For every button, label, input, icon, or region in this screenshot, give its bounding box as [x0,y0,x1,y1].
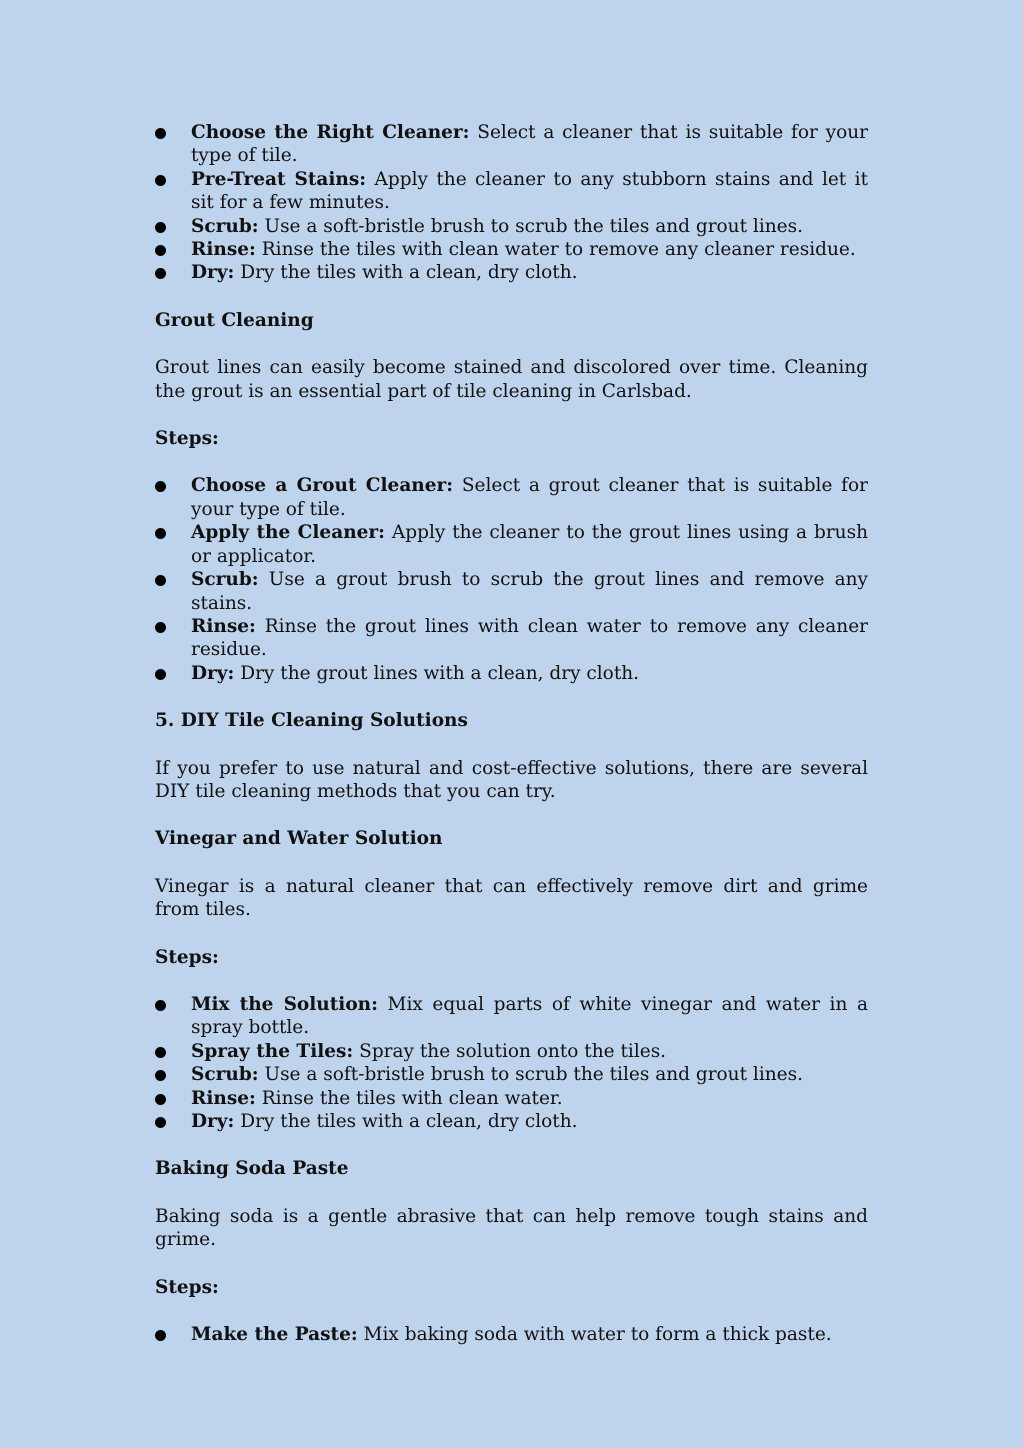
baking-soda-paragraph: Baking soda is a gentle abrasive that can help remove tough stains and grime. [155,1205,868,1251]
list-item: Scrub: Use a soft-bristle brush to scrub the tiles and grout lines. [155,1063,868,1086]
bullet-icon [155,1070,166,1081]
vinegar-solution-heading: Vinegar and Water Solution [155,828,443,850]
list-item: Make the Paste: Mix baking soda with water to form a thick paste. [155,1323,868,1346]
bullet-icon [155,575,166,586]
list-item: Spray the Tiles: Spray the solution onto the tiles. [155,1040,868,1063]
grout-steps-label: Steps: [155,428,219,450]
diy-solutions-heading: 5. DIY Tile Cleaning Solutions [155,710,468,732]
bullet-icon [155,222,166,233]
list-item: Dry: Dry the tiles with a clean, dry cloth. [155,1110,868,1133]
list-item: Choose the Right Cleaner: Select a cleaner that is suitable for your type of tile. [155,121,868,168]
bullet-icon [155,245,166,256]
bullet-icon [155,622,166,633]
list-item: Choose a Grout Cleaner: Select a grout cleaner that is suitable for your type of tile. [155,474,868,521]
vinegar-solution-paragraph: Vinegar is a natural cleaner that can effectively remove dirt and grime from tiles. [155,875,868,921]
list-item: Apply the Cleaner: Apply the cleaner to the grout lines using a brush or applicator. [155,521,868,568]
list-item: Dry: Dry the grout lines with a clean, dry cloth. [155,662,868,685]
bullet-icon [155,528,166,539]
page-content [155,121,868,1346]
baking-soda-heading: Baking Soda Paste [155,1158,349,1180]
bullet-icon [155,1117,166,1128]
baking-steps-label: Steps: [155,1276,219,1298]
list-item: Dry: Dry the tiles with a clean, dry cloth. [155,261,868,284]
bullet-icon [155,1330,166,1341]
list-item: Pre-Treat Stains: Apply the cleaner to any stubborn stains and let it sit for a few minutes. [155,168,868,215]
list-item: Rinse: Rinse the tiles with clean water to remove any cleaner residue. [155,238,868,261]
vinegar-steps-label: Steps: [155,946,219,968]
list-item: Mix the Solution: Mix equal parts of white vinegar and water in a spray bottle. [155,993,868,1040]
baking-steps-list [155,1323,868,1346]
bullet-icon [155,669,166,680]
grout-cleaning-paragraph: Grout lines can easily become stained and discolored over time. Cleaning the grout is an essential part of tile cleaning in Carlsbad. [155,357,868,402]
list-item: Rinse: Rinse the tiles with clean water. [155,1087,868,1110]
bullet-icon [155,1000,166,1011]
list-item: Scrub: Use a grout brush to scrub the grout lines and remove any stains. [155,568,868,615]
bullet-icon [155,128,166,139]
diy-solutions-paragraph: If you prefer to use natural and cost-effective solutions, there are several DIY tile cleaning methods that you can try. [155,757,868,802]
list-item: Rinse: Rinse the grout lines with clean water to remove any cleaner residue. [155,615,868,662]
list-item: Scrub: Use a soft-bristle brush to scrub the tiles and grout lines. [155,215,868,238]
bullet-icon [155,481,166,492]
bullet-icon [155,268,166,279]
bullet-icon [155,1094,166,1105]
tile-cleaning-steps-list [155,121,868,285]
grout-steps-list [155,474,868,685]
bullet-icon [155,1047,166,1058]
bullet-icon [155,175,166,186]
grout-cleaning-heading: Grout Cleaning [155,309,314,331]
vinegar-steps-list [155,993,868,1133]
